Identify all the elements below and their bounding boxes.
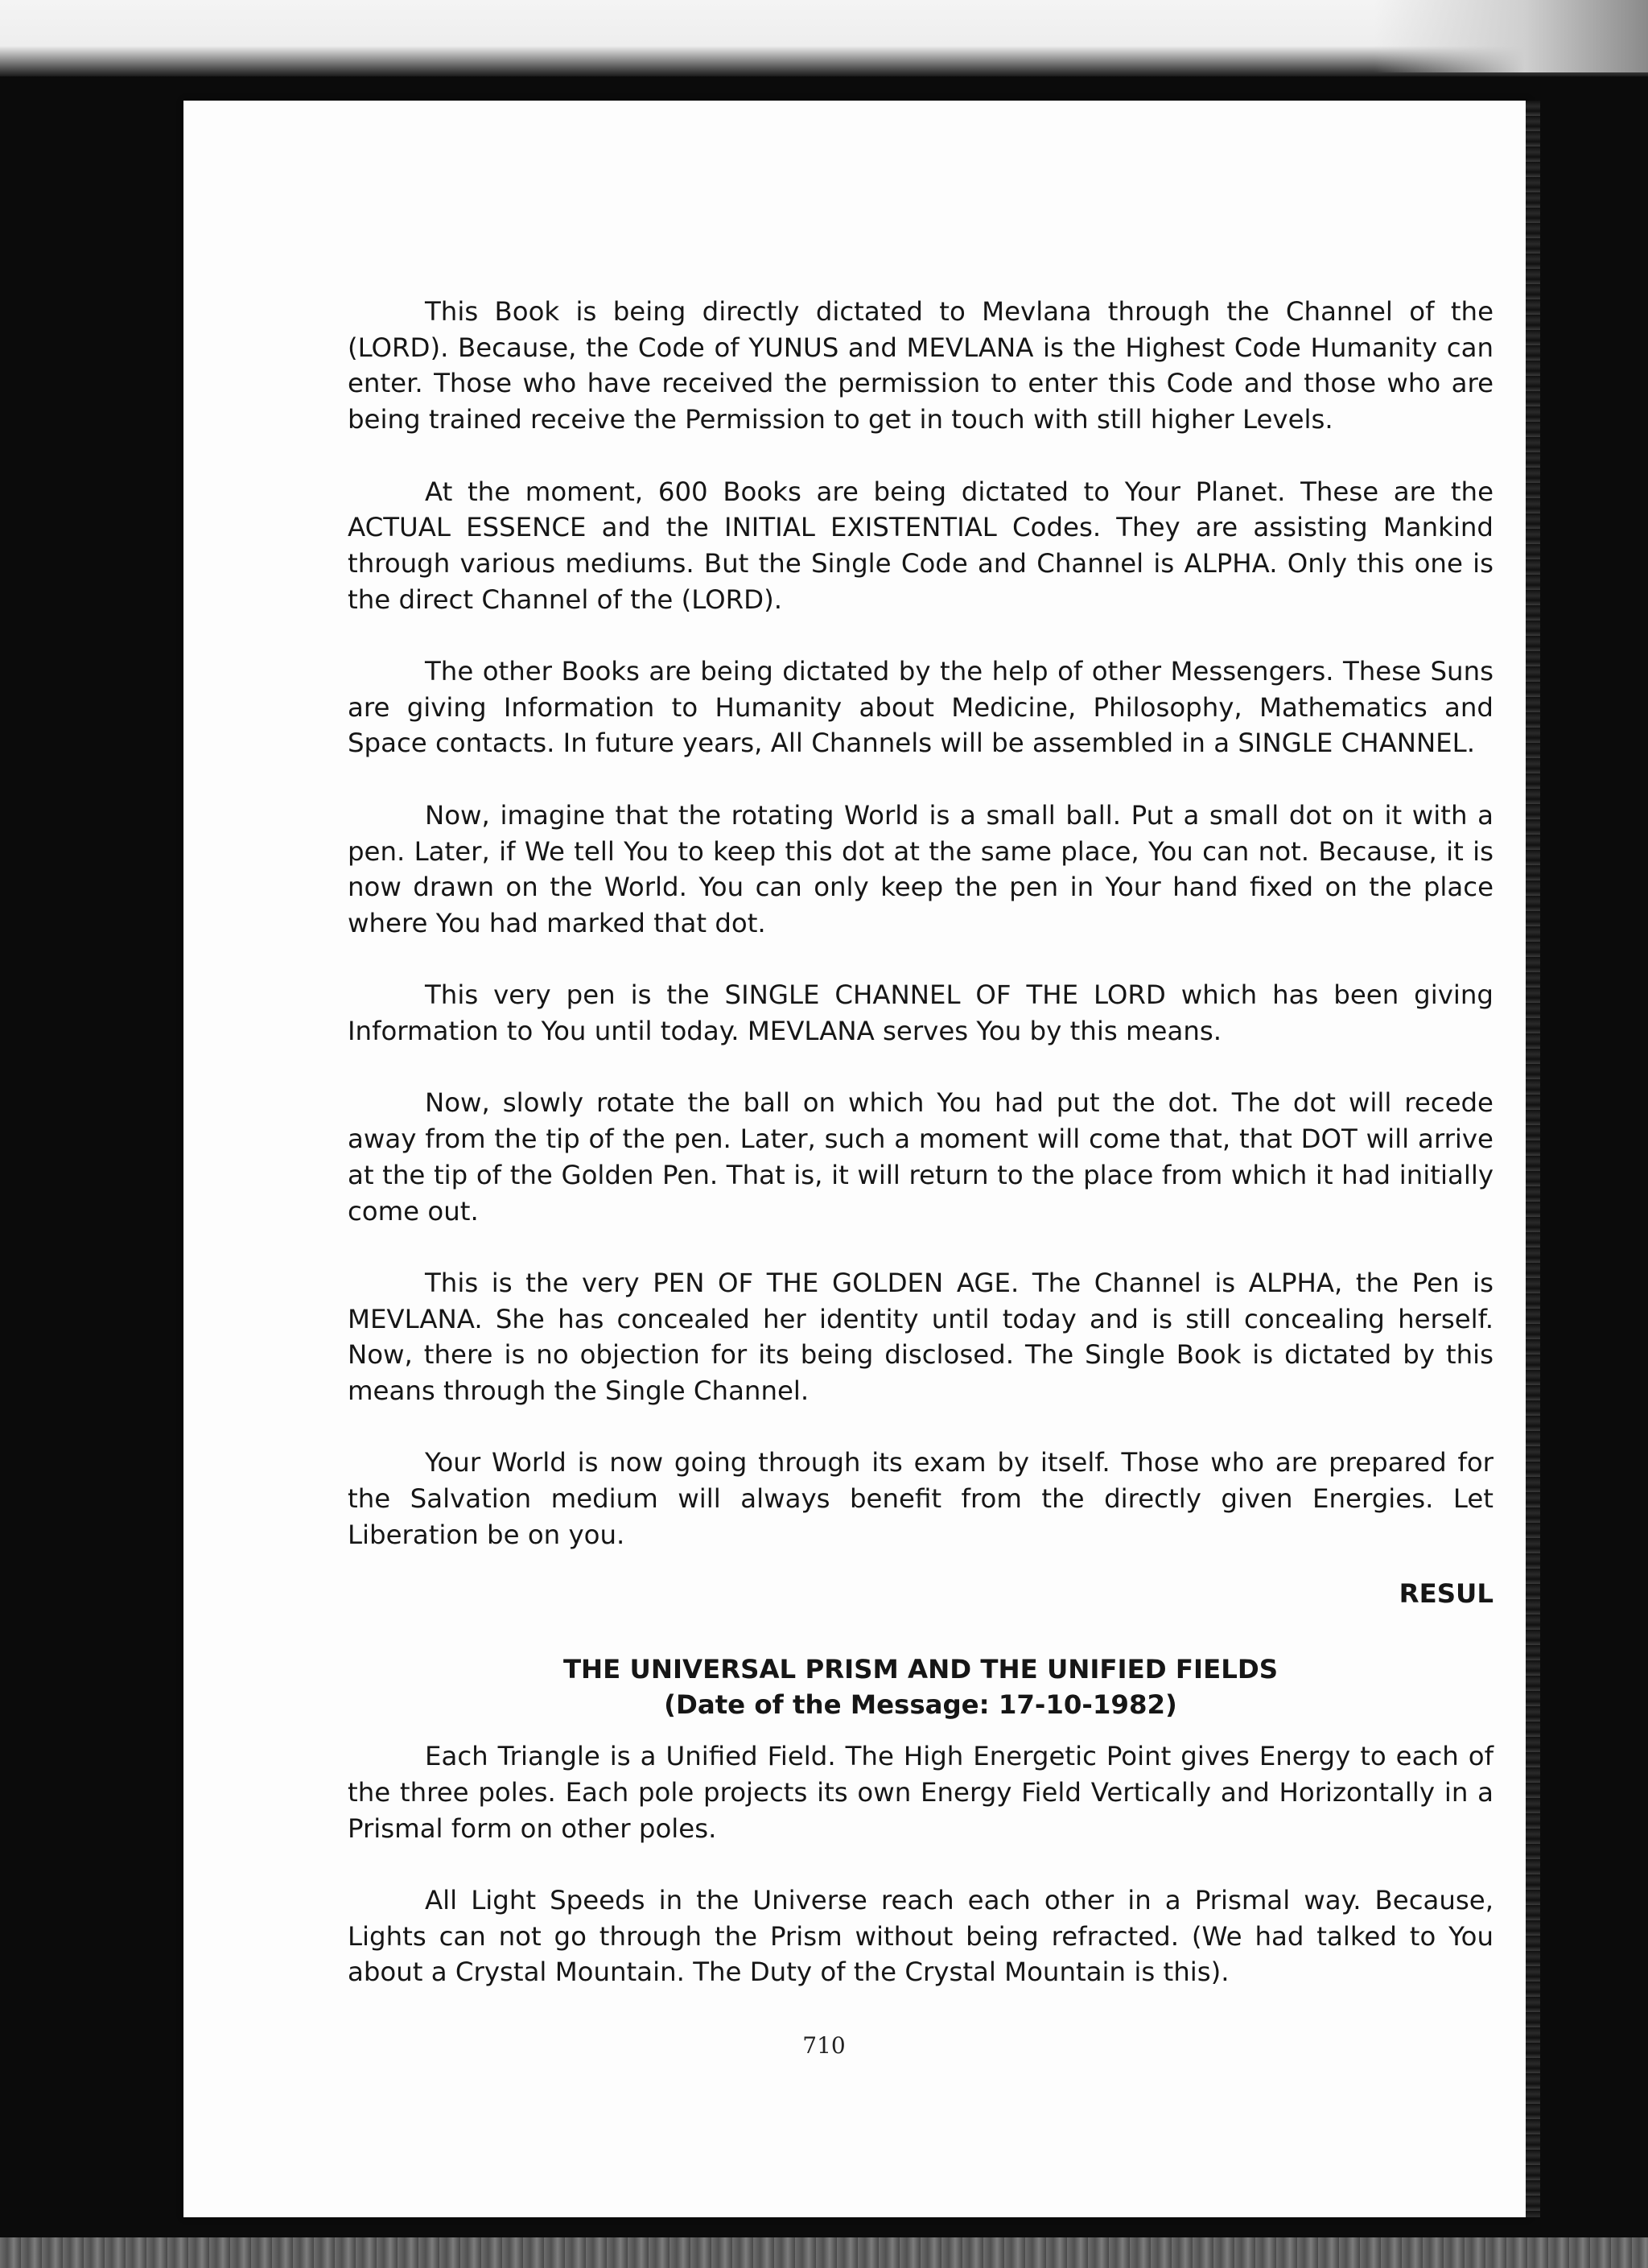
page-number: 710 <box>802 2032 846 2059</box>
paragraph-3: The other Books are being dictated by the help of other Messengers. These Suns are giving Information to Humanity about Medicine, Philosophy, Mathematics and Space contacts. In future years, All Channels will be assembled in a SINGLE CHANNEL. <box>348 656 1494 759</box>
section-paragraph-2: All Light Speeds in the Universe reach each other in a Prismal way. Because, Lights can not go through the Prism without being refracted. (We had talked to You about a Crystal Mountain. The Duty of the Crystal Mountain is this). <box>348 1885 1494 1988</box>
section-heading <box>348 1652 1494 1722</box>
paragraph-1: This Book is being directly dictated to Mevlana through the Channel of the (LORD). Because, the Code of YUNUS and MEVLANA is the Highest Code Humanity can enter. Those who have received the permission to enter this Code and those who are being trained receive the Permission to get in touch with still higher Levels. <box>348 296 1494 435</box>
paragraph-4: Now, imagine that the rotating World is a small ball. Put a small dot on it with a pen. Later, if We tell You to keep this dot at the same place, You can not. Because, it is now drawn on the World. You can only keep the pen in Your hand fixed on the place where You had marked that dot. <box>348 799 1494 938</box>
paragraph-2: At the moment, 600 Books are being dictated to Your Planet. These are the ACTUAL ESSENCE and the INITIAL EXISTENTIAL Codes. They are assisting Mankind through various mediums. But the Single Code and Channel is ALPHA. Only this one is the direct Channel of the (LORD). <box>348 476 1494 615</box>
scan-edge-noise <box>0 2237 1648 2268</box>
section-paragraph-1: Each Triangle is a Unified Field. The High Energetic Point gives Energy to each of the three poles. Each pole projects its own Energy Field Vertically and Horizontally in a Prismal form on other poles. <box>348 1741 1494 1844</box>
body-text <box>348 294 1494 2027</box>
paragraph-8: Your World is now going through its exam by itself. Those who are prepared for the Salvation medium will always benefit from the directly given Energies. Let Liberation be on you. <box>348 1447 1494 1550</box>
paragraph-7: This is the very PEN OF THE GOLDEN AGE. The Channel is ALPHA, the Pen is MEVLANA. She has concealed her identity until today and is still concealing herself. Now, there is no objection for its being disclosed. The Single Book is dictated by this means through the Single Channel. <box>348 1267 1494 1406</box>
scan-glare-right <box>1374 0 1648 72</box>
paragraph-5: This very pen is the SINGLE CHANNEL OF THE LORD which has been giving Information to You until today. MEVLANA serves You by this means. <box>348 979 1494 1046</box>
paragraph-6: Now, slowly rotate the ball on which You had put the dot. The dot will recede away from the tip of the pen. Later, such a moment will come that, that DOT will arrive at the tip of the Golden Pen. That is, it will return to the place from which it had initially come out. <box>348 1087 1494 1227</box>
section-date: (Date of the Message: 17-10-1982) <box>664 1689 1177 1721</box>
section-title: THE UNIVERSAL PRISM AND THE UNIFIED FIELDS <box>562 1654 1279 1685</box>
signature: RESUL <box>1399 1577 1494 1609</box>
